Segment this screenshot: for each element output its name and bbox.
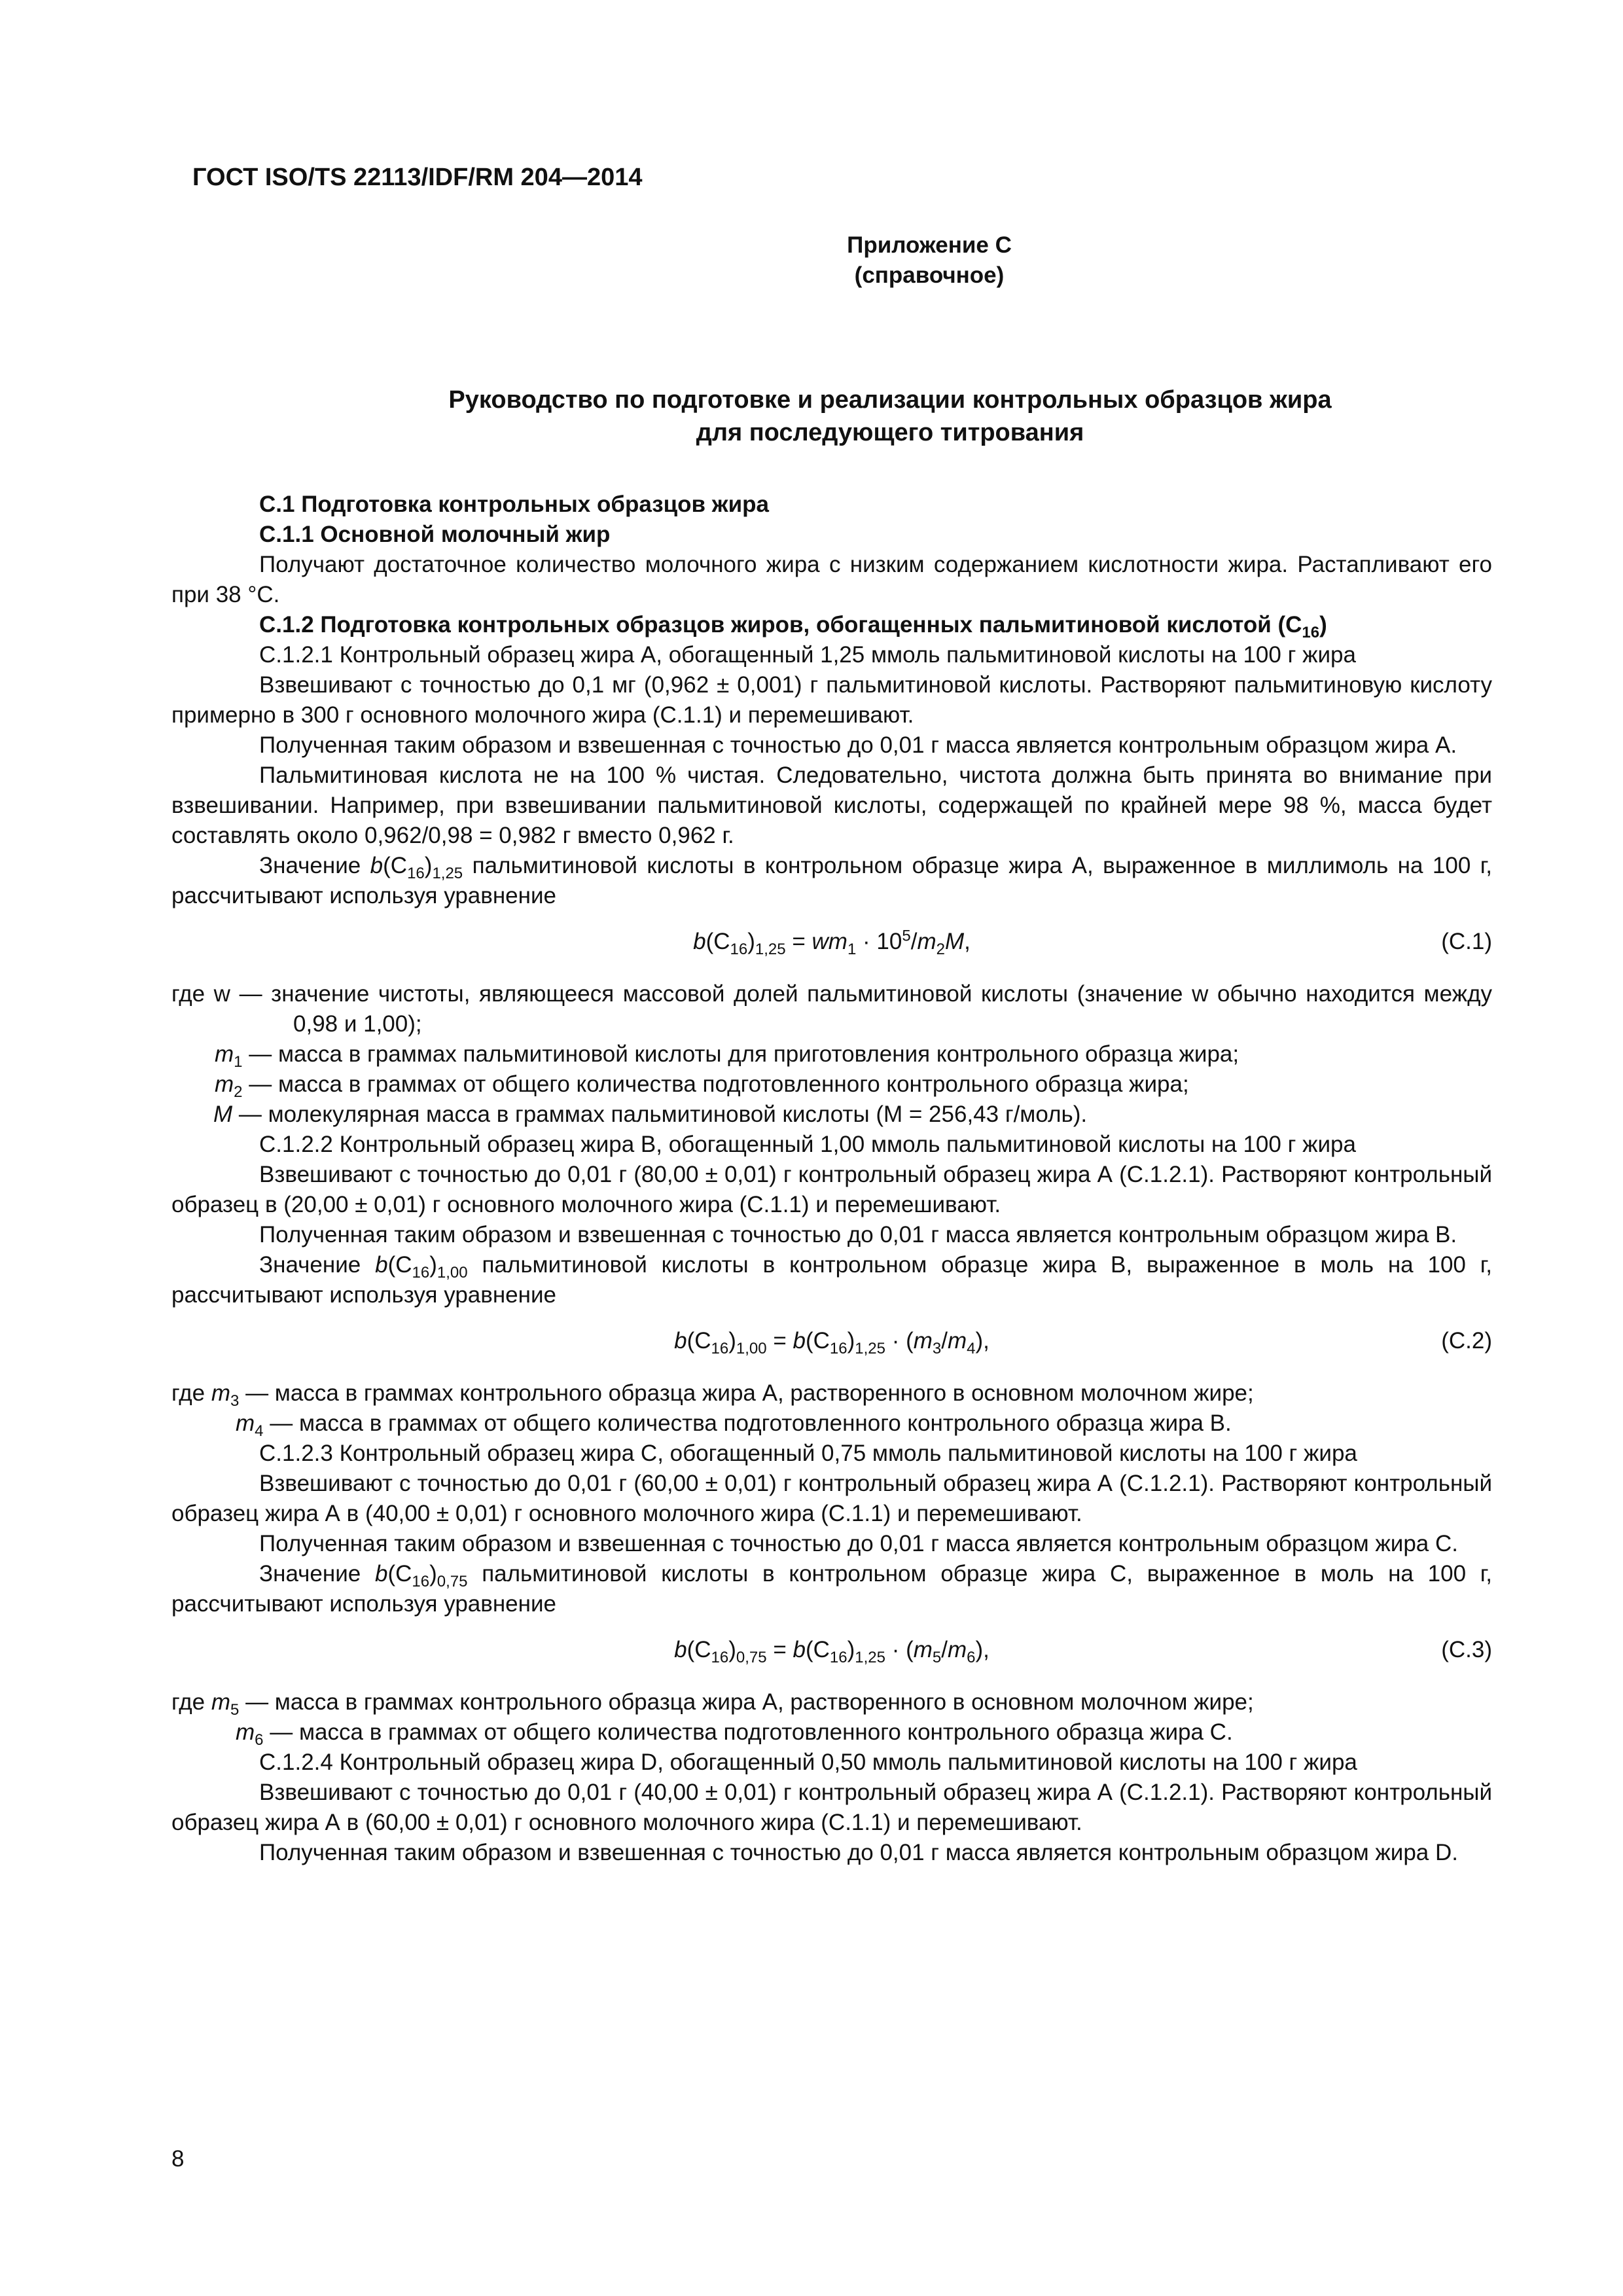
- paragraph-c123-3: Значение $b(C_{16})_{0,75}$ пальмитиновой кислоты в контрольном образце жира С, выраженное в моль на 100 г, рассчитывают используя уравнение: [171, 1561, 1493, 1617]
- subsection-title-c121: С.1.2.1 Контрольный образец жира А, обогащенный 1,25 ммоль пальмитиновой кислоты на 100 г жира: [259, 642, 1356, 668]
- annex-title-line1: Руководство по подготовке и реализации контрольных образцов жира: [448, 386, 1332, 414]
- paragraph-c122-2: Полученная таким образом и взвешенная с точностью до 0,01 г масса является контрольным образцом жира В.: [259, 1222, 1457, 1247]
- section-heading-c11: С.1.1 Основной молочный жир: [259, 522, 611, 547]
- document-code-header: ГОСТ ISO/TS 22113/IDF/RM 204—2014: [192, 164, 643, 191]
- definition-m2: $m_2$ — масса в граммах от общего количества подготовленного контрольного образца жира;: [215, 1071, 1189, 1101]
- subsection-title-c122: С.1.2.2 Контрольный образец жира В, обогащенный 1,00 ммоль пальмитиновой кислоты на 100 г жира: [259, 1132, 1356, 1157]
- paragraph-c123-1: Взвешивают с точностью до 0,01 г (60,00 ± 0,01) г контрольный образец жира А (С.1.2.1). Растворяют контрольный образец жира А в (40,00 ± 0,01) г основного молочного жира (С.1.1) и перемешивают.: [171, 1471, 1492, 1526]
- equation-c1: [171, 911, 1492, 974]
- paragraph-c121-3: Пальмитиновая кислота не на 100 % чистая. Следовательно, чистота должна быть принята во внимание при взвешивании. Например, при взвешивании пальмитиновой кислоты, содержащей по крайней мере 98 %, масса будет составлять около 0,962/0,98 = 0,982 г вместо 0,962 г.: [171, 762, 1492, 848]
- page-number: 8: [171, 2146, 185, 2172]
- paragraph-c121-4: Значение $b(C_{16})_{1,25}$ пальмитиновой кислоты в контрольном образце жира А, выраженное в миллимоль на 100 г, рассчитывают используя уравнение: [171, 853, 1492, 908]
- paragraph-c121-2: Полученная таким образом и взвешенная с точностью до 0,01 г масса является контрольным образцом жира А.: [259, 732, 1457, 758]
- equation-c3-expression: $b(C_{16})_{0,75} = b(C_{16})_{1,25} \cdot (m_5/m_6)$,: [674, 1637, 990, 1666]
- annex-type: (справочное): [854, 262, 1005, 288]
- equation-c3-number: (С.3): [1441, 1637, 1492, 1662]
- section-heading-c1: С.1 Подготовка контрольных образцов жира: [259, 492, 769, 517]
- equation-c1-number: (С.1): [1441, 929, 1492, 954]
- definition-M: M — молекулярная масса в граммах пальмитиновой кислоты (M = 256,43 г/моль).: [213, 1102, 1088, 1127]
- equation-c1-expression: $b(C_{16})_{1,25} = wm_1 \cdot 10^5/m_2M$,: [693, 927, 971, 958]
- definition-m5: где $m_5$ — масса в граммах контрольного образца жира А, растворенного в основном молочном жире;: [171, 1689, 1254, 1719]
- equation-c2: [171, 1310, 1492, 1373]
- paragraph-c121-1: Взвешивают с точностью до 0,1 мг (0,962 ± 0,001) г пальмитиновой кислоты. Растворяют пальмитиновую кислоту примерно в 300 г основного молочного жира (С.1.1) и перемешивают.: [171, 672, 1492, 728]
- section-heading-c12: С.1.2 Подготовка контрольных образцов жиров, обогащенных пальмитиновой кислотой $(С_{16})$: [259, 612, 1327, 641]
- subsection-title-c124: С.1.2.4 Контрольный образец жира D, обогащенный 0,50 ммоль пальмитиновой кислоты на 100 г жира: [259, 1749, 1357, 1775]
- annex-title-line2: для последующего титрования: [696, 419, 1084, 446]
- definition-m6: $m_6$ — масса в граммах от общего количества подготовленного контрольного образца жира С.: [236, 1719, 1233, 1749]
- paragraph-c124-2: Полученная таким образом и взвешенная с точностью до 0,01 г масса является контрольным образцом жира D.: [259, 1840, 1458, 1865]
- paragraph-c11: Получают достаточное количество молочного жира с низким содержанием кислотности жира. Растапливают его при 38 °С.: [171, 552, 1492, 607]
- definition-m3: где $m_3$ — масса в граммах контрольного образца жира А, растворенного в основном молочном жире;: [171, 1380, 1254, 1410]
- definition-m1: $m_1$ — масса в граммах пальмитиновой кислоты для приготовления контрольного образца жира;: [215, 1041, 1240, 1071]
- document-body: [171, 490, 1492, 1868]
- definition-m4: $m_4$ — масса в граммах от общего количества подготовленного контрольного образца жира В.: [236, 1410, 1232, 1440]
- definition-w: где w — значение чистоты, являющееся массовой долей пальмитиновой кислоты (значение w обычно находится между 0,98 и 1,00);: [171, 981, 1492, 1037]
- paragraph-c123-2: Полученная таким образом и взвешенная с точностью до 0,01 г масса является контрольным образцом жира С.: [259, 1531, 1458, 1556]
- paragraph-c122-1: Взвешивают с точностью до 0,01 г (80,00 ± 0,01) г контрольный образец жира А (С.1.2.1). Растворяют контрольный образец в (20,00 ± 0,01) г основного молочного жира (С.1.1) и перемешивают.: [171, 1162, 1492, 1217]
- equation-c2-expression: $b(C_{16})_{1,00} = b(C_{16})_{1,25} \cdot (m_3/m_4)$,: [674, 1328, 990, 1357]
- subsection-title-c123: С.1.2.3 Контрольный образец жира С, обогащенный 0,75 ммоль пальмитиновой кислоты на 100 г жира: [259, 1441, 1357, 1466]
- annex-label: Приложение С: [847, 232, 1012, 258]
- equation-c3: [171, 1619, 1492, 1682]
- paragraph-c122-3: Значение $b(C_{16})_{1,00}$ пальмитиновой кислоты в контрольном образце жира В, выраженное в моль на 100 г, рассчитывают используя уравнение: [171, 1252, 1492, 1308]
- equation-c2-number: (С.2): [1441, 1328, 1492, 1354]
- paragraph-c124-1: Взвешивают с точностью до 0,01 г (40,00 ± 0,01) г контрольный образец жира А (С.1.2.1). Растворяют контрольный образец жира А в (60,00 ± 0,01) г основного молочного жира (С.1.1) и перемешивают.: [171, 1780, 1492, 1835]
